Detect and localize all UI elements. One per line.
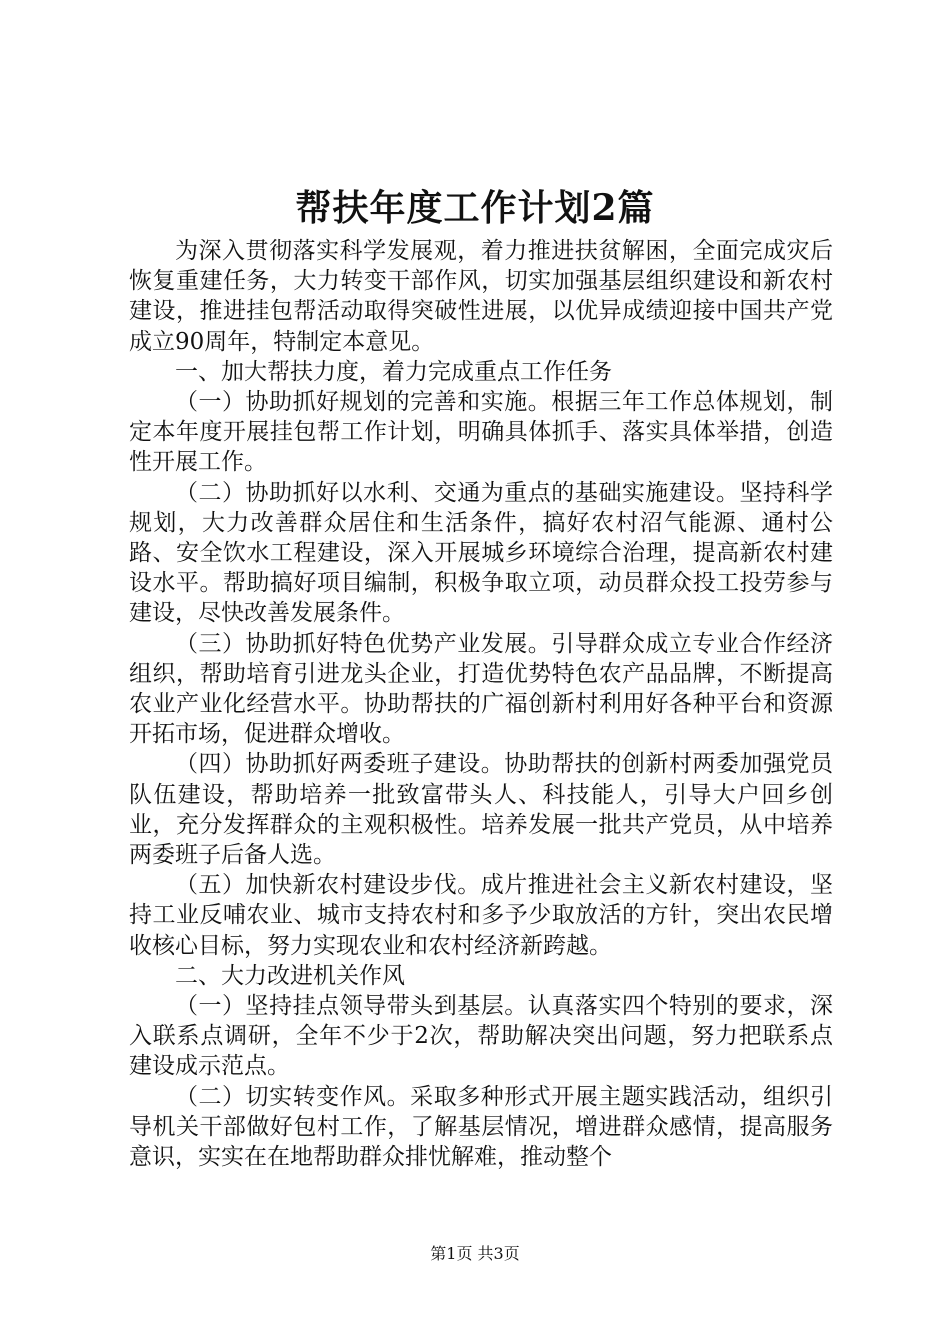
section-heading-1: 一、加大帮扶力度，着力完成重点工作任务 xyxy=(175,358,612,385)
section-heading-2: 二、大力改进机关作风 xyxy=(175,962,405,989)
paragraph-1-3: （三）协助抓好特色优势产业发展。引导群众成立专业合作经济组织，帮助培育引进龙头企业，打造优势特色农产品品牌，不断提高农业产业化经营水平。协助帮扶的广福创新村利用好各种平台和资源开拓市场，促进群众增收。 xyxy=(129,630,833,748)
paragraph-1-1: （一）协助抓好规划的完善和实施。根据三年工作总体规划，制定本年度开展挂包帮工作计划，明确具体抓手、落实具体举措，创造性开展工作。 xyxy=(129,389,833,476)
paragraph-2-1: （一）坚持挂点领导带头到基层。认真落实四个特别的要求，深入联系点调研，全年不少于2次，帮助解决突出问题，努力把联系点建设成示范点。 xyxy=(129,993,833,1080)
document-body xyxy=(129,236,833,1172)
paragraph-2-2: （二）切实转变作风。采取多种形式开展主题实践活动，组织引导机关干部做好包村工作，了解基层情况，增进群众感情，提高服务意识，实实在在地帮助群众排忧解难，推动整个 xyxy=(129,1083,833,1171)
document-title: 帮扶年度工作计划2篇 xyxy=(295,187,655,229)
paragraph-intro: 为深入贯彻落实科学发展观，着力推进扶贫解困，全面完成灾后恢复重建任务，大力转变干部作风，切实加强基层组织建设和新农村建设，推进挂包帮活动取得突破性进展，以优异成绩迎接中国共产党成立90周年，特制定本意见。 xyxy=(129,238,833,355)
paragraph-1-4: （四）协助抓好两委班子建设。协助帮扶的创新村两委加强党员队伍建设，帮助培养一批致富带头人、科技能人，引导大户回乡创业，充分发挥群众的主观积极性。培养发展一批共产党员，从中培养两委班子后备人选。 xyxy=(129,751,833,869)
paragraph-1-2: （二）协助抓好以水利、交通为重点的基础实施建设。坚持科学规划，大力改善群众居住和生活条件，搞好农村沼气能源、通村公路、安全饮水工程建设，深入开展城乡环境综合治理，提高新农村建设水平。帮助搞好项目编制，积极争取立项，动员群众投工投劳参与建设，尽快改善发展条件。 xyxy=(129,479,833,627)
page-footer: 第1页 共3页 xyxy=(430,1244,520,1263)
paragraph-1-5: （五）加快新农村建设步伐。成片推进社会主义新农村建设，坚持工业反哺农业、城市支持农村和多予少取放活的方针，突出农民增收核心目标，努力实现农业和农村经济新跨越。 xyxy=(129,872,833,959)
